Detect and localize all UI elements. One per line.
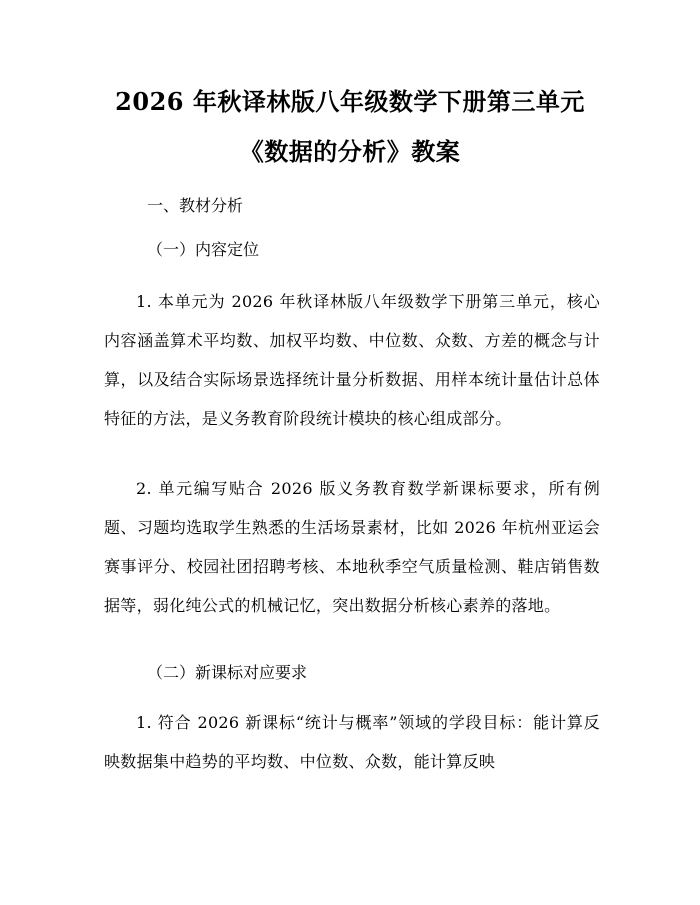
paragraph-curriculum-goals: 1. 符合 2026 新课标“统计与概率”领域的学段目标：能计算反映数据集中趋势的平均数、中位数、众数，能计算反映 [104,713,600,771]
document-title-line-1: 2026 年秋译林版八年级数学下册第三单元 [115,87,585,116]
document-title-line-2: 《数据的分析》教案 [239,137,461,166]
subsection-heading-content-positioning: （一）内容定位 [147,240,260,259]
paragraph-unit-design: 2. 单元编写贴合 2026 版义务教育数学新课标要求，所有例题、习题均选取学生熟悉的生活场景素材，比如 2026 年杭州亚运会赛事评分、校园社团招聘考核、本地秋季空气质量检测、鞋店销售数据等，弱化纯公式的机械记忆，突出数据分析核心素养的落地。 [104,479,600,615]
subsection-heading-curriculum-requirements: （二）新课标对应要求 [147,663,308,682]
paragraph-unit-content: 1. 本单元为 2026 年秋译林版八年级数学下册第三单元，核心内容涵盖算术平均数、加权平均数、中位数、众数、方差的概念与计算，以及结合实际场景选择统计量分析数据、用样本统计量估计总体特征的方法，是义务教育阶段统计模块的核心组成部分。 [104,292,600,428]
section-heading-textbook-analysis: 一、教材分析 [147,196,244,215]
